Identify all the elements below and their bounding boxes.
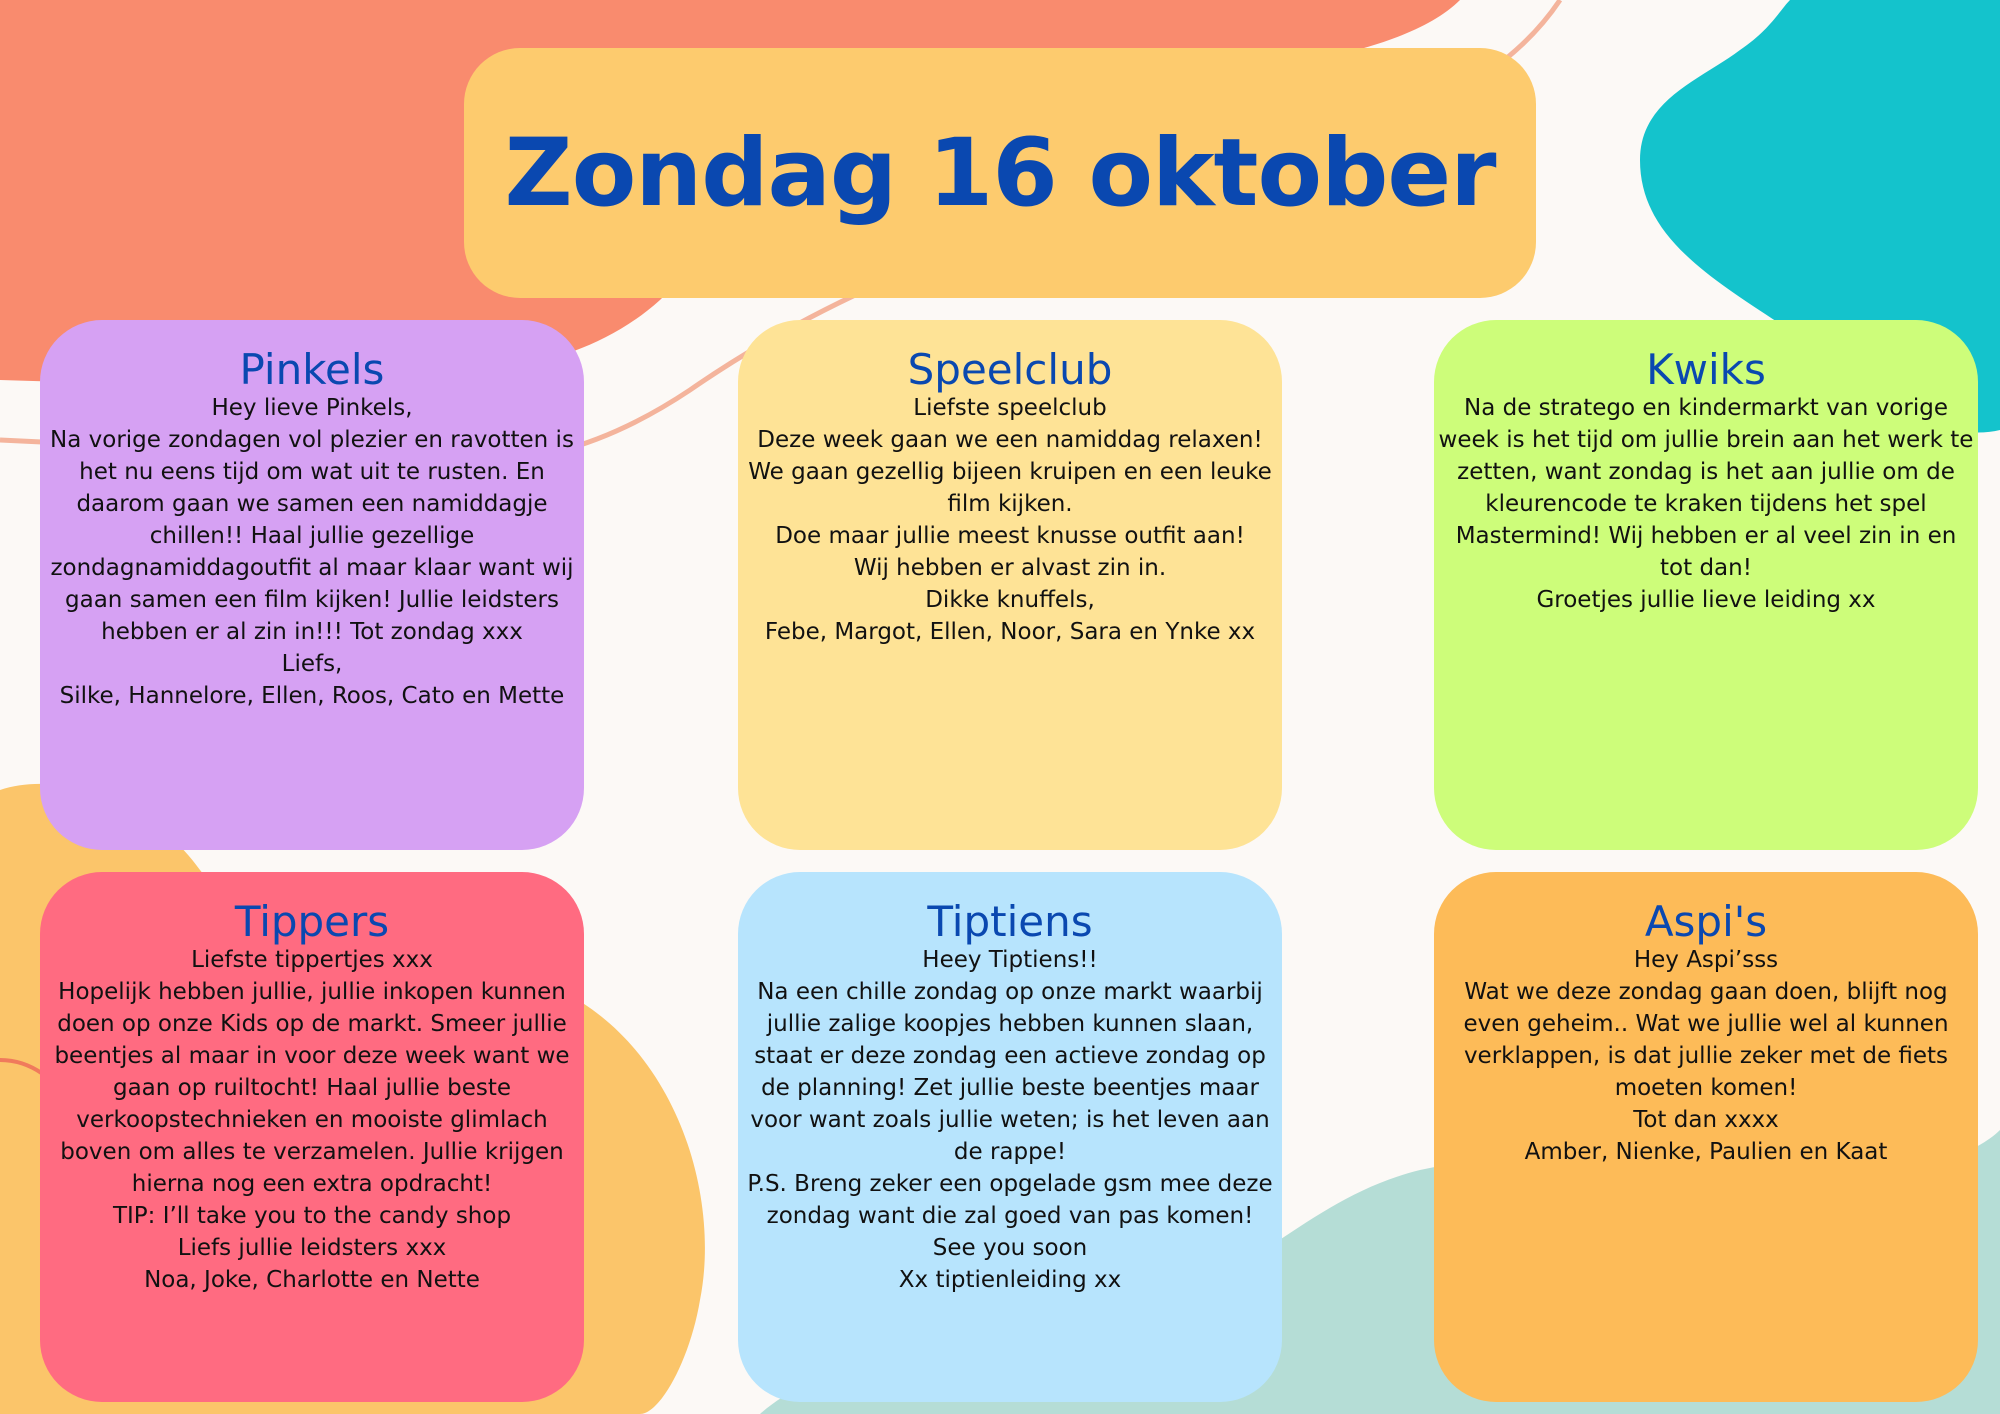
card-line: Doe maar jullie meest knusse outfit aan! bbox=[775, 523, 1245, 549]
card-title: Pinkels bbox=[239, 345, 385, 394]
card-body bbox=[44, 944, 580, 1296]
card-line: See you soon bbox=[932, 1235, 1088, 1261]
card-line: P.S. Breng zeker een opgelade gsm mee deze zondag want die zal goed van pas komen! bbox=[747, 1171, 1273, 1229]
card-line: Na een chille zondag op onze markt waarbij jullie zalige koopjes hebben kunnen slaan, staat er deze zondag een actieve zondag op de planning! Zet jullie beste beentjes maar voor want zoals jullie weten; is het leven aan de rappe! bbox=[750, 979, 1270, 1165]
card-body bbox=[742, 392, 1278, 648]
card-line: Febe, Margot, Ellen, Noor, Sara en Ynke xx bbox=[764, 619, 1256, 645]
card-title: Speelclub bbox=[907, 345, 1113, 394]
card-line: Na vorige zondagen vol plezier en ravotten is het nu eens tijd om wat uit te rusten. En daarom gaan we samen een namiddagje chillen!! Haal jullie gezellige zondagnamiddagoutfit al maar klaar want wij gaan samen een film kijken! Jullie leidsters hebben er al zin in!!! Tot zondag xxx bbox=[50, 427, 574, 645]
card-line: Liefste tippertjes xxx bbox=[191, 947, 433, 973]
card-line: Amber, Nienke, Paulien en Kaat bbox=[1524, 1139, 1888, 1165]
card-line: TIP: I’ll take you to the candy shop bbox=[112, 1203, 512, 1229]
card-body bbox=[44, 392, 580, 712]
card-line: Dikke knuffels, bbox=[925, 587, 1095, 613]
card-line: Heey Tiptiens!! bbox=[922, 947, 1098, 973]
card-line: Hey Aspi’sss bbox=[1633, 947, 1779, 973]
card-line: Liefste speelclub bbox=[913, 395, 1107, 421]
card-line: Tot dan xxxx bbox=[1633, 1107, 1779, 1133]
card-line: Silke, Hannelore, Ellen, Roos, Cato en Mette bbox=[59, 683, 565, 709]
card-line: Wat we deze zondag gaan doen, blijft nog even geheim.. Wat we jullie wel al kunnen verklappen, is dat jullie zeker met de fiets moeten komen! bbox=[1463, 979, 1949, 1101]
card-line: Na de stratego en kindermarkt van vorige week is het tijd om jullie brein aan het werk te zetten, want zondag is het aan jullie om de kleurencode te kraken tijdens het spel Mastermind! Wij hebben er al veel zin in en tot dan! bbox=[1438, 395, 1974, 581]
card-line: Hey lieve Pinkels, bbox=[211, 395, 413, 421]
card-title: Tippers bbox=[234, 897, 390, 946]
card-line: Xx tiptienleiding xx bbox=[898, 1267, 1122, 1293]
card-title: Tiptiens bbox=[927, 897, 1093, 946]
card-title: Aspi's bbox=[1644, 897, 1768, 946]
card-line: Liefs jullie leidsters xxx bbox=[177, 1235, 447, 1261]
page-title: Zondag 16 oktober bbox=[504, 118, 1496, 228]
card-pinkels bbox=[40, 320, 584, 850]
card-tiptiens bbox=[738, 872, 1282, 1402]
card-kwiks bbox=[1434, 320, 1978, 850]
card-line: Groetjes jullie lieve leiding xx bbox=[1536, 587, 1876, 613]
card-line: Wij hebben er alvast zin in. bbox=[853, 555, 1167, 581]
card-speelclub bbox=[738, 320, 1282, 850]
card-line: Deze week gaan we een namiddag relaxen! We gaan gezellig bijeen kruipen en een leuke film kijken. bbox=[748, 427, 1272, 517]
card-tippers bbox=[40, 872, 584, 1402]
card-line: Noa, Joke, Charlotte en Nette bbox=[144, 1267, 480, 1293]
card-body bbox=[1438, 392, 1974, 616]
card-title: Kwiks bbox=[1646, 345, 1766, 394]
card-line: Hopelijk hebben jullie, jullie inkopen kunnen doen op onze Kids op de markt. Smeer jullie beentjes al maar in voor deze week want we gaan op ruiltocht! Haal jullie beste verkoopstechnieken en mooiste glimlach boven om alles te verzamelen. Jullie krijgen hierna nog een extra opdracht! bbox=[54, 979, 570, 1197]
header-banner bbox=[464, 48, 1536, 298]
card-body bbox=[1438, 944, 1974, 1168]
card-body bbox=[742, 944, 1278, 1296]
card-aspis bbox=[1434, 872, 1978, 1402]
card-line: Liefs, bbox=[281, 651, 343, 677]
